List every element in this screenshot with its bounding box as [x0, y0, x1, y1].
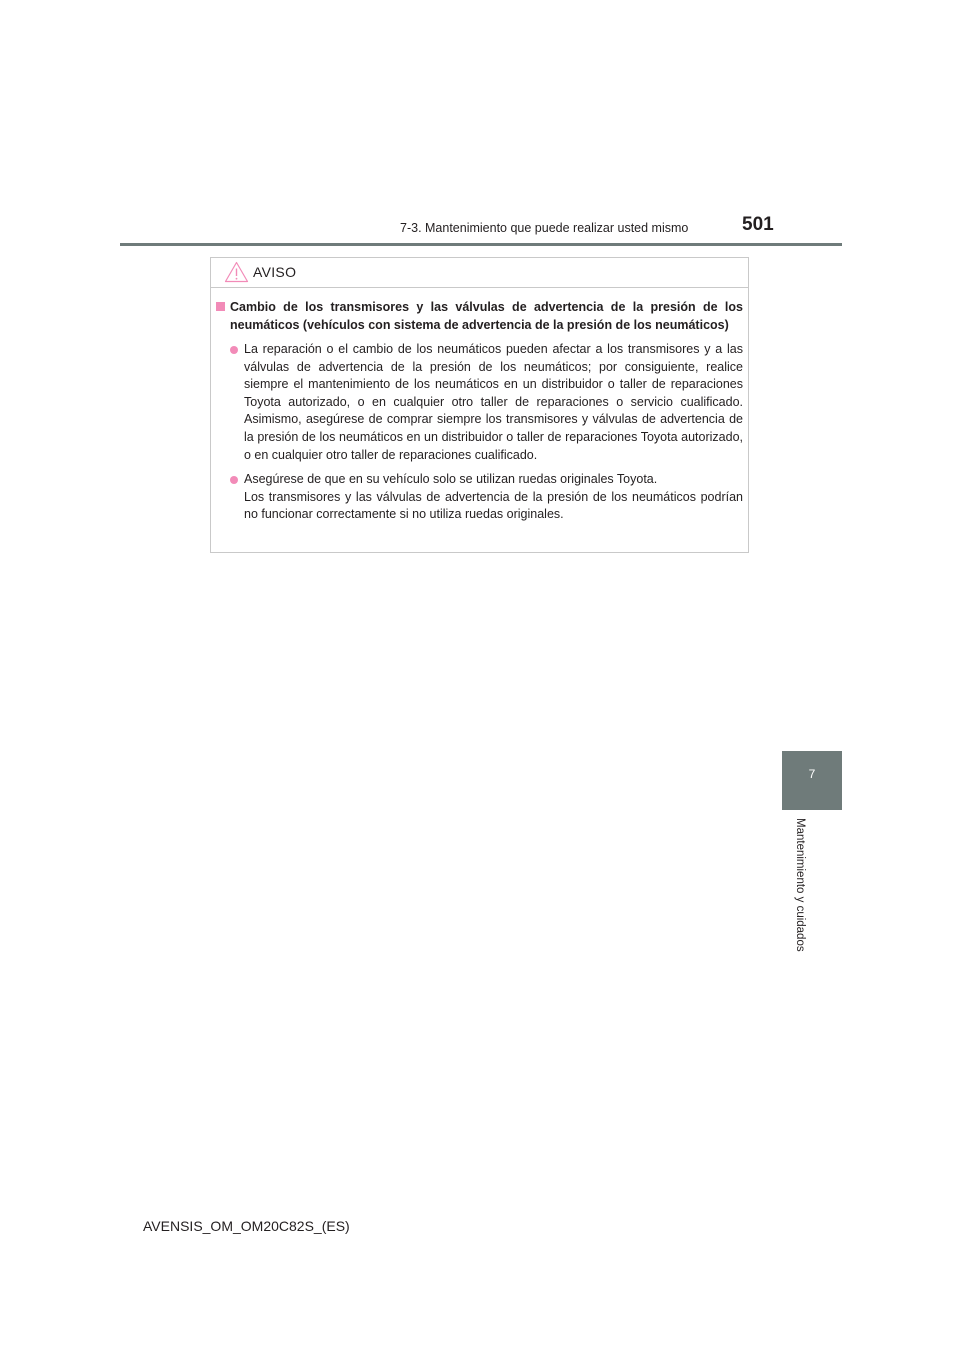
warning-header	[211, 258, 748, 288]
warning-triangle-icon	[224, 261, 249, 283]
square-bullet-icon	[216, 302, 225, 311]
chapter-title: Mantenimiento y cuidados	[794, 818, 806, 952]
warning-label: AVISO	[253, 264, 297, 280]
dot-bullet-icon	[230, 346, 238, 354]
list-item	[230, 341, 743, 464]
dot-bullet-icon	[230, 476, 238, 484]
chapter-number: 7	[808, 767, 816, 781]
warning-body	[216, 298, 743, 524]
section-title: 7-3. Mantenimiento que puede realizar usted mismo	[400, 221, 689, 235]
footer-code: AVENSIS_OM_OM20C82S_(ES)	[143, 1218, 350, 1234]
list-item-text-continued: Los transmisores y las válvulas de advertencia de la presión de los neumáticos podrían no funcionar correctamente si no utiliza ruedas originales.	[244, 489, 743, 522]
list-item-text: Asegúrese de que en su vehículo solo se utilizan ruedas originales Toyota.	[244, 472, 658, 487]
chapter-tab	[782, 751, 842, 810]
list-item-text: La reparación o el cambio de los neumáticos pueden afectar a los transmisores y a las válvulas de advertencia de la presión de los neumáticos; por consiguiente, realice siempre el mantenimiento de los neumáticos en un distribuidor o taller de reparaciones Toyota autorizado, o en cualquier otro taller de reparaciones o servicio cualificado. Asimismo, asegúrese de comprar siempre los transmisores y válvulas de advertencia de la presión de los neumáticos en un distribuidor o taller de reparaciones Toyota autorizado, o en cualquier otro taller de reparaciones cualificado.	[244, 342, 743, 462]
warning-box	[210, 257, 749, 553]
warning-topic	[216, 298, 743, 334]
warning-topic-text: Cambio de los transmisores y las válvulas de advertencia de la presión de los neumáticos (vehículos con sistema de advertencia de la presión de los neumáticos)	[230, 300, 743, 332]
page-number: 501	[742, 214, 774, 235]
header-rule	[120, 243, 842, 246]
list-item	[230, 471, 743, 524]
